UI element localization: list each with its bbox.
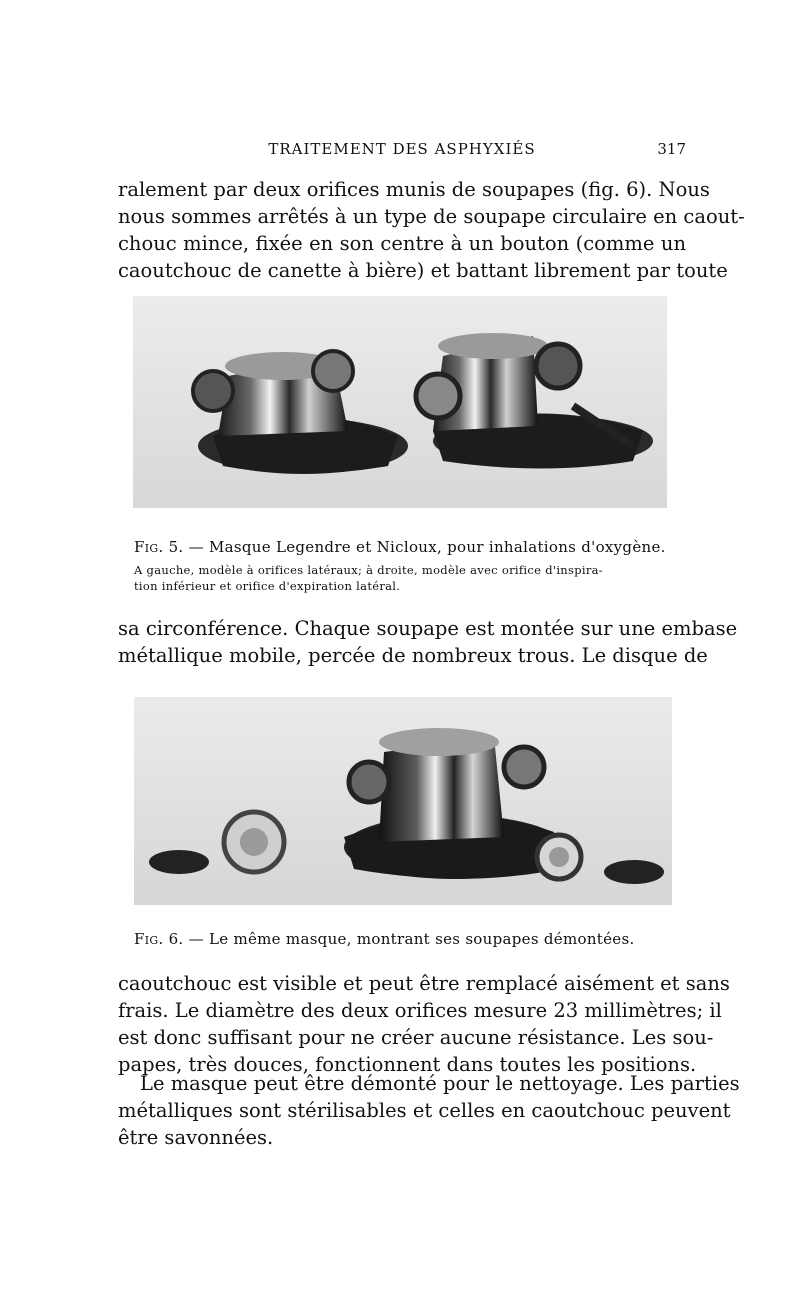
text-line: chouc mince, fixée en son centre à un bouton (comme un xyxy=(118,232,686,255)
text-line: Le masque peut être démonté pour le nettoyage. Les parties xyxy=(140,1072,740,1095)
running-title: TRAITEMENT DES ASPHYXIÉS xyxy=(268,140,536,158)
text-line: métallique mobile, percée de nombreux trous. Le disque de xyxy=(118,644,708,667)
gas-masks-illustration xyxy=(133,296,667,508)
figure-title: — Le même masque, montrant ses soupapes démontées. xyxy=(188,930,635,948)
page-header xyxy=(118,138,686,162)
caption-line: tion inférieur et orifice d'expiration latéral. xyxy=(134,579,401,593)
figure-title: — Masque Legendre et Nicloux, pour inhalations d'oxygène. xyxy=(188,538,666,556)
text-line: sa circonférence. Chaque soupape est montée sur une embase xyxy=(118,617,738,640)
text-line: frais. Le diamètre des deux orifices mesure 23 millimètres; il xyxy=(118,999,722,1022)
figure-label: Fig. 6. xyxy=(134,930,184,948)
paragraph-1 xyxy=(118,176,745,284)
text-line: métalliques sont stérilisables et celles en caoutchouc peuvent xyxy=(118,1099,731,1122)
text-line: caoutchouc de canette à bière) et battant librement par toute xyxy=(118,259,728,282)
text-line: est donc suffisant pour ne créer aucune résistance. Les sou- xyxy=(118,1026,714,1049)
figure-label: Fig. 5. xyxy=(134,538,184,556)
text-line: papes, très douces, fonctionnent dans toutes les positions. xyxy=(118,1053,697,1076)
page-number: 317 xyxy=(657,140,686,158)
figure-6-caption xyxy=(134,930,635,948)
paragraph-4 xyxy=(118,1070,740,1151)
disassembled-mask-illustration xyxy=(134,697,672,905)
figure-5-description xyxy=(134,562,674,594)
paragraph-2 xyxy=(118,615,738,669)
figure-5-caption xyxy=(134,538,666,556)
text-line: être savonnées. xyxy=(118,1126,274,1149)
text-line: ralement par deux orifices munis de soupapes (fig. 6). Nous xyxy=(118,178,710,201)
caption-line: A gauche, modèle à orifices latéraux; à droite, modèle avec orifice d'inspira- xyxy=(134,563,603,577)
figure-6-photo xyxy=(134,697,672,905)
figure-5-photo xyxy=(133,296,667,508)
text-line: nous sommes arrêtés à un type de soupape circulaire en caout- xyxy=(118,205,745,228)
text-line: caoutchouc est visible et peut être remplacé aisément et sans xyxy=(118,972,730,995)
paragraph-3 xyxy=(118,970,730,1078)
